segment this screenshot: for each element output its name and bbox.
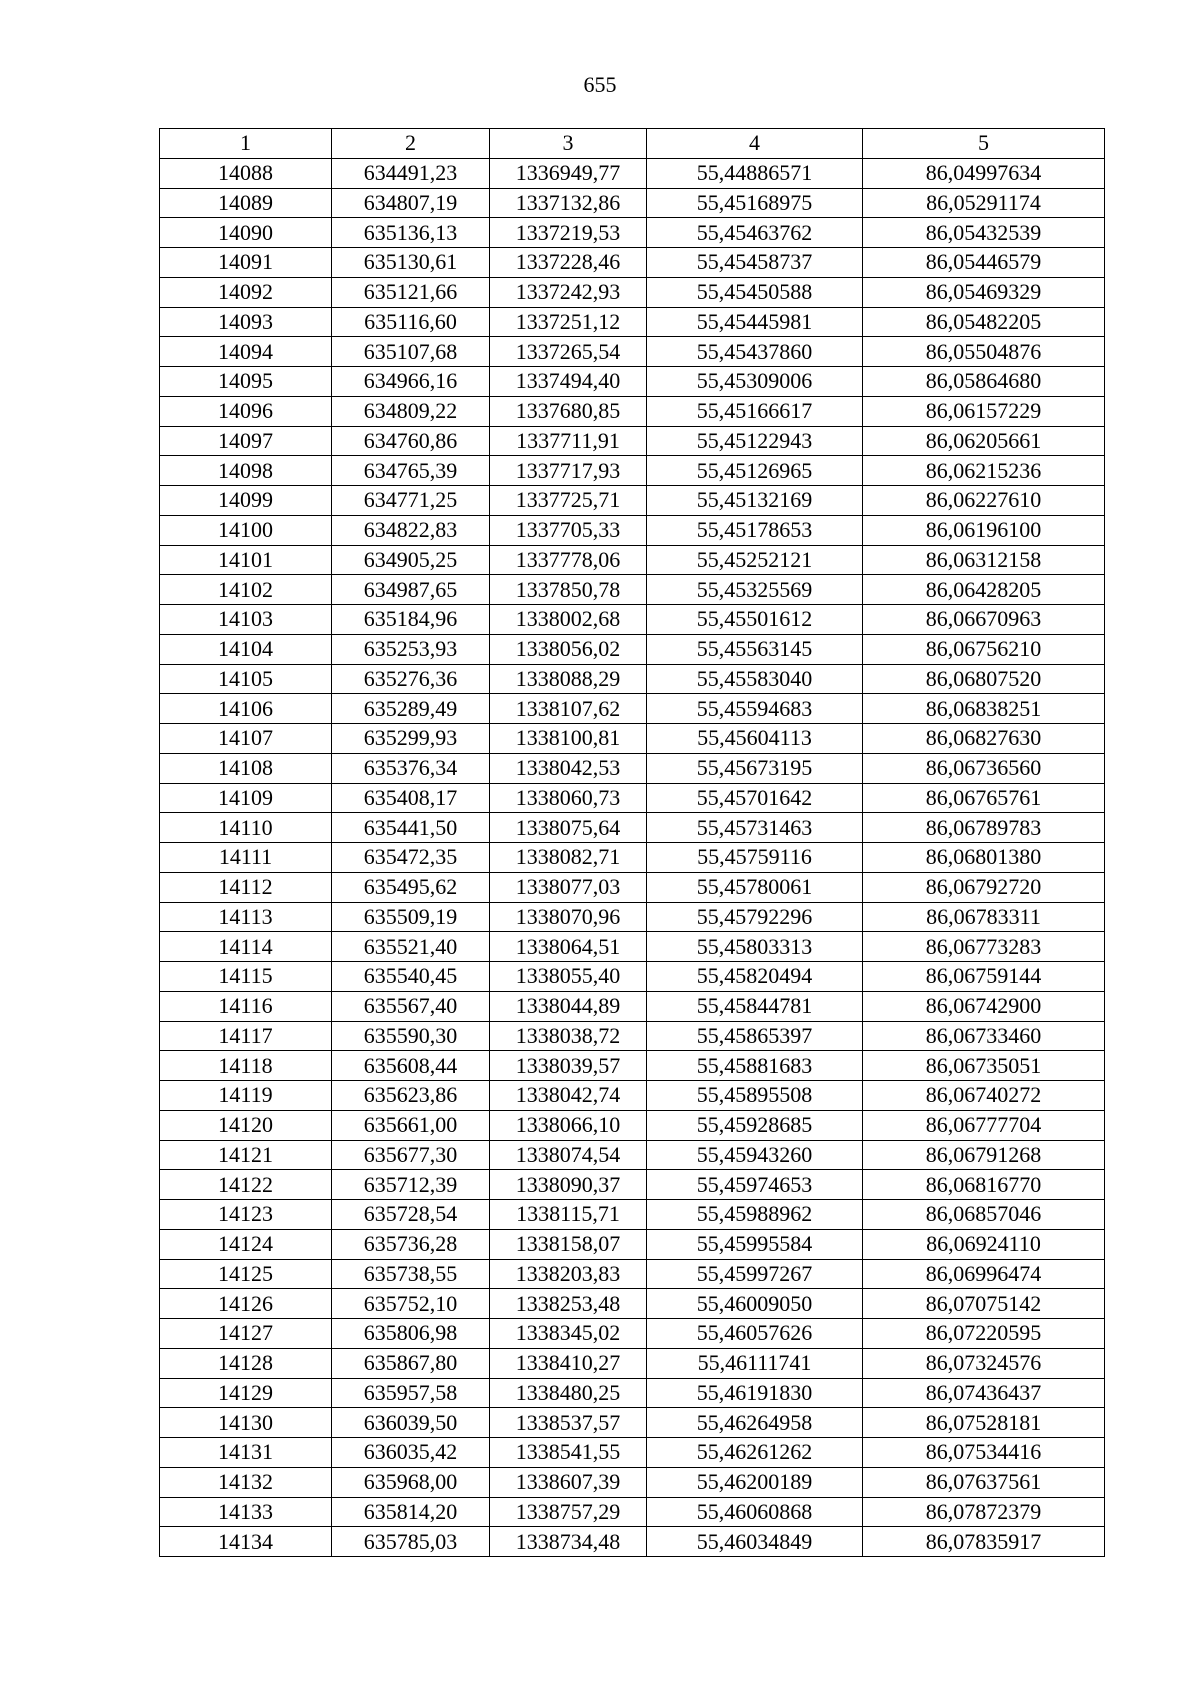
latitude-cell: 55,45437860 [647,337,863,367]
latitude-cell: 55,45792296 [647,902,863,932]
x-coordinate-cell: 635521,40 [332,932,490,962]
x-coordinate-cell: 635130,61 [332,248,490,278]
table-body [160,158,1105,1556]
x-coordinate-cell: 635712,39 [332,1170,490,1200]
longitude-cell: 86,06670963 [863,605,1105,635]
latitude-cell: 55,45501612 [647,605,863,635]
longitude-cell: 86,07436437 [863,1378,1105,1408]
table-row [160,1200,1105,1230]
longitude-cell: 86,05504876 [863,337,1105,367]
table-row [160,813,1105,843]
longitude-cell: 86,05291174 [863,188,1105,218]
y-coordinate-cell: 1338537,57 [490,1408,647,1438]
point-number-cell: 14128 [160,1348,332,1378]
x-coordinate-cell: 635540,45 [332,962,490,992]
point-number-cell: 14097 [160,426,332,456]
latitude-cell: 55,46191830 [647,1378,863,1408]
y-coordinate-cell: 1337228,46 [490,248,647,278]
latitude-cell: 55,46261262 [647,1438,863,1468]
point-number-cell: 14094 [160,337,332,367]
table-row [160,367,1105,397]
point-number-cell: 14095 [160,367,332,397]
point-number-cell: 14123 [160,1200,332,1230]
longitude-cell: 86,06827630 [863,724,1105,754]
point-number-cell: 14113 [160,902,332,932]
latitude-cell: 55,45325569 [647,575,863,605]
x-coordinate-cell: 635968,00 [332,1467,490,1497]
y-coordinate-cell: 1338066,10 [490,1110,647,1140]
longitude-cell: 86,06157229 [863,396,1105,426]
y-coordinate-cell: 1338056,02 [490,634,647,664]
x-coordinate-cell: 636035,42 [332,1438,490,1468]
latitude-cell: 55,45701642 [647,783,863,813]
longitude-cell: 86,05469329 [863,277,1105,307]
x-coordinate-cell: 634807,19 [332,188,490,218]
point-number-cell: 14090 [160,218,332,248]
x-coordinate-cell: 634765,39 [332,456,490,486]
point-number-cell: 14099 [160,486,332,516]
latitude-cell: 55,45995584 [647,1229,863,1259]
table-row [160,634,1105,664]
latitude-cell: 55,45178653 [647,515,863,545]
longitude-cell: 86,06733460 [863,1021,1105,1051]
latitude-cell: 55,45943260 [647,1140,863,1170]
table-row [160,1170,1105,1200]
y-coordinate-cell: 1337850,78 [490,575,647,605]
latitude-cell: 55,45166617 [647,396,863,426]
x-coordinate-cell: 636039,50 [332,1408,490,1438]
longitude-cell: 86,07075142 [863,1289,1105,1319]
table-row [160,1021,1105,1051]
y-coordinate-cell: 1338757,29 [490,1497,647,1527]
x-coordinate-cell: 635299,93 [332,724,490,754]
table-row [160,605,1105,635]
table-row [160,1527,1105,1557]
point-number-cell: 14104 [160,634,332,664]
table-row [160,545,1105,575]
latitude-cell: 55,46264958 [647,1408,863,1438]
point-number-cell: 14093 [160,307,332,337]
longitude-cell: 86,06996474 [863,1259,1105,1289]
point-number-cell: 14116 [160,991,332,1021]
y-coordinate-cell: 1337725,71 [490,486,647,516]
table-row [160,396,1105,426]
latitude-cell: 55,46060868 [647,1497,863,1527]
y-coordinate-cell: 1337265,54 [490,337,647,367]
y-coordinate-cell: 1337251,12 [490,307,647,337]
point-number-cell: 14130 [160,1408,332,1438]
x-coordinate-cell: 635814,20 [332,1497,490,1527]
table-row [160,158,1105,188]
table-row [160,694,1105,724]
point-number-cell: 14124 [160,1229,332,1259]
point-number-cell: 14118 [160,1051,332,1081]
longitude-cell: 86,06816770 [863,1170,1105,1200]
point-number-cell: 14098 [160,456,332,486]
table-row [160,664,1105,694]
latitude-cell: 55,45309006 [647,367,863,397]
longitude-cell: 86,04997634 [863,158,1105,188]
longitude-cell: 86,06740272 [863,1081,1105,1111]
header-row [160,129,1105,159]
table-row [160,1319,1105,1349]
point-number-cell: 14120 [160,1110,332,1140]
latitude-cell: 55,45780061 [647,872,863,902]
point-number-cell: 14112 [160,872,332,902]
y-coordinate-cell: 1338480,25 [490,1378,647,1408]
x-coordinate-cell: 635276,36 [332,664,490,694]
longitude-cell: 86,05864680 [863,367,1105,397]
table-row [160,1378,1105,1408]
x-coordinate-cell: 635957,58 [332,1378,490,1408]
table-row [160,426,1105,456]
y-coordinate-cell: 1337705,33 [490,515,647,545]
table-row [160,1408,1105,1438]
y-coordinate-cell: 1338203,83 [490,1259,647,1289]
table-row [160,575,1105,605]
table-row [160,515,1105,545]
latitude-cell: 55,45865397 [647,1021,863,1051]
y-coordinate-cell: 1337242,93 [490,277,647,307]
table-row [160,1348,1105,1378]
y-coordinate-cell: 1337494,40 [490,367,647,397]
longitude-cell: 86,06838251 [863,694,1105,724]
x-coordinate-cell: 635136,13 [332,218,490,248]
table-row [160,1438,1105,1468]
column-header-3: 3 [490,129,647,159]
x-coordinate-cell: 634905,25 [332,545,490,575]
longitude-cell: 86,06807520 [863,664,1105,694]
latitude-cell: 55,45604113 [647,724,863,754]
longitude-cell: 86,05482205 [863,307,1105,337]
x-coordinate-cell: 634760,86 [332,426,490,456]
y-coordinate-cell: 1338077,03 [490,872,647,902]
point-number-cell: 14109 [160,783,332,813]
y-coordinate-cell: 1338090,37 [490,1170,647,1200]
point-number-cell: 14096 [160,396,332,426]
point-number-cell: 14121 [160,1140,332,1170]
table-header [160,129,1105,159]
longitude-cell: 86,06736560 [863,753,1105,783]
x-coordinate-cell: 635509,19 [332,902,490,932]
latitude-cell: 55,45895508 [647,1081,863,1111]
y-coordinate-cell: 1337219,53 [490,218,647,248]
longitude-cell: 86,06735051 [863,1051,1105,1081]
x-coordinate-cell: 634987,65 [332,575,490,605]
coordinates-table [159,128,1105,1557]
table-row [160,872,1105,902]
y-coordinate-cell: 1336949,77 [490,158,647,188]
latitude-cell: 55,45583040 [647,664,863,694]
latitude-cell: 55,45122943 [647,426,863,456]
point-number-cell: 14125 [160,1259,332,1289]
table-row [160,1497,1105,1527]
y-coordinate-cell: 1338075,64 [490,813,647,843]
latitude-cell: 55,45803313 [647,932,863,962]
x-coordinate-cell: 635785,03 [332,1527,490,1557]
y-coordinate-cell: 1338100,81 [490,724,647,754]
y-coordinate-cell: 1338734,48 [490,1527,647,1557]
longitude-cell: 86,07534416 [863,1438,1105,1468]
y-coordinate-cell: 1338064,51 [490,932,647,962]
x-coordinate-cell: 635728,54 [332,1200,490,1230]
y-coordinate-cell: 1338044,89 [490,991,647,1021]
latitude-cell: 55,45126965 [647,456,863,486]
x-coordinate-cell: 635661,00 [332,1110,490,1140]
latitude-cell: 55,46111741 [647,1348,863,1378]
y-coordinate-cell: 1337680,85 [490,396,647,426]
longitude-cell: 86,06783311 [863,902,1105,932]
y-coordinate-cell: 1338541,55 [490,1438,647,1468]
y-coordinate-cell: 1338115,71 [490,1200,647,1230]
table-row [160,248,1105,278]
x-coordinate-cell: 635608,44 [332,1051,490,1081]
y-coordinate-cell: 1337717,93 [490,456,647,486]
longitude-cell: 86,06801380 [863,843,1105,873]
longitude-cell: 86,07220595 [863,1319,1105,1349]
y-coordinate-cell: 1337132,86 [490,188,647,218]
x-coordinate-cell: 634966,16 [332,367,490,397]
longitude-cell: 86,06924110 [863,1229,1105,1259]
x-coordinate-cell: 635567,40 [332,991,490,1021]
table-row [160,753,1105,783]
latitude-cell: 55,45463762 [647,218,863,248]
y-coordinate-cell: 1338039,57 [490,1051,647,1081]
y-coordinate-cell: 1338002,68 [490,605,647,635]
point-number-cell: 14105 [160,664,332,694]
longitude-cell: 86,06196100 [863,515,1105,545]
latitude-cell: 55,45673195 [647,753,863,783]
y-coordinate-cell: 1338410,27 [490,1348,647,1378]
x-coordinate-cell: 635495,62 [332,872,490,902]
latitude-cell: 55,45450588 [647,277,863,307]
x-coordinate-cell: 635376,34 [332,753,490,783]
latitude-cell: 55,45881683 [647,1051,863,1081]
column-header-1: 1 [160,129,332,159]
point-number-cell: 14127 [160,1319,332,1349]
point-number-cell: 14115 [160,962,332,992]
latitude-cell: 55,44886571 [647,158,863,188]
table-row [160,1259,1105,1289]
longitude-cell: 86,07637561 [863,1467,1105,1497]
latitude-cell: 55,45820494 [647,962,863,992]
longitude-cell: 86,06742900 [863,991,1105,1021]
table-row [160,962,1105,992]
y-coordinate-cell: 1338042,74 [490,1081,647,1111]
y-coordinate-cell: 1337711,91 [490,426,647,456]
longitude-cell: 86,06205661 [863,426,1105,456]
y-coordinate-cell: 1338055,40 [490,962,647,992]
longitude-cell: 86,06857046 [863,1200,1105,1230]
y-coordinate-cell: 1338082,71 [490,843,647,873]
latitude-cell: 55,45974653 [647,1170,863,1200]
point-number-cell: 14133 [160,1497,332,1527]
x-coordinate-cell: 634491,23 [332,158,490,188]
x-coordinate-cell: 635107,68 [332,337,490,367]
y-coordinate-cell: 1338107,62 [490,694,647,724]
latitude-cell: 55,45844781 [647,991,863,1021]
point-number-cell: 14088 [160,158,332,188]
x-coordinate-cell: 635752,10 [332,1289,490,1319]
x-coordinate-cell: 635472,35 [332,843,490,873]
table-row [160,277,1105,307]
latitude-cell: 55,46057626 [647,1319,863,1349]
table-row [160,218,1105,248]
table-row [160,1140,1105,1170]
page-number: 655 [583,72,617,97]
longitude-cell: 86,06773283 [863,932,1105,962]
x-coordinate-cell: 635253,93 [332,634,490,664]
table-row [160,724,1105,754]
y-coordinate-cell: 1338345,02 [490,1319,647,1349]
y-coordinate-cell: 1338038,72 [490,1021,647,1051]
latitude-cell: 55,45458737 [647,248,863,278]
longitude-cell: 86,06765761 [863,783,1105,813]
table-row [160,486,1105,516]
column-header-2: 2 [332,129,490,159]
table-row [160,1229,1105,1259]
x-coordinate-cell: 635121,66 [332,277,490,307]
longitude-cell: 86,06428205 [863,575,1105,605]
x-coordinate-cell: 634822,83 [332,515,490,545]
table-row [160,456,1105,486]
point-number-cell: 14101 [160,545,332,575]
longitude-cell: 86,05446579 [863,248,1105,278]
latitude-cell: 55,45132169 [647,486,863,516]
point-number-cell: 14089 [160,188,332,218]
point-number-cell: 14106 [160,694,332,724]
table-row [160,1467,1105,1497]
longitude-cell: 86,07324576 [863,1348,1105,1378]
x-coordinate-cell: 635590,30 [332,1021,490,1051]
latitude-cell: 55,45252121 [647,545,863,575]
table-row [160,307,1105,337]
point-number-cell: 14107 [160,724,332,754]
latitude-cell: 55,45563145 [647,634,863,664]
table-row [160,1051,1105,1081]
latitude-cell: 55,46009050 [647,1289,863,1319]
latitude-cell: 55,45759116 [647,843,863,873]
point-number-cell: 14111 [160,843,332,873]
longitude-cell: 86,07835917 [863,1527,1105,1557]
table-row [160,902,1105,932]
y-coordinate-cell: 1338042,53 [490,753,647,783]
longitude-cell: 86,06777704 [863,1110,1105,1140]
y-coordinate-cell: 1338158,07 [490,1229,647,1259]
latitude-cell: 55,45988962 [647,1200,863,1230]
point-number-cell: 14091 [160,248,332,278]
latitude-cell: 55,45997267 [647,1259,863,1289]
table-row [160,991,1105,1021]
x-coordinate-cell: 635736,28 [332,1229,490,1259]
table-row [160,188,1105,218]
point-number-cell: 14131 [160,1438,332,1468]
table-row [160,1081,1105,1111]
table-row [160,1289,1105,1319]
point-number-cell: 14108 [160,753,332,783]
x-coordinate-cell: 635867,80 [332,1348,490,1378]
y-coordinate-cell: 1338074,54 [490,1140,647,1170]
latitude-cell: 55,45594683 [647,694,863,724]
y-coordinate-cell: 1338060,73 [490,783,647,813]
y-coordinate-cell: 1338607,39 [490,1467,647,1497]
table-row [160,783,1105,813]
x-coordinate-cell: 635441,50 [332,813,490,843]
x-coordinate-cell: 634809,22 [332,396,490,426]
point-number-cell: 14092 [160,277,332,307]
x-coordinate-cell: 635289,49 [332,694,490,724]
longitude-cell: 86,07872379 [863,1497,1105,1527]
y-coordinate-cell: 1338253,48 [490,1289,647,1319]
y-coordinate-cell: 1338088,29 [490,664,647,694]
latitude-cell: 55,45731463 [647,813,863,843]
point-number-cell: 14134 [160,1527,332,1557]
x-coordinate-cell: 635408,17 [332,783,490,813]
point-number-cell: 14132 [160,1467,332,1497]
table-row [160,843,1105,873]
y-coordinate-cell: 1338070,96 [490,902,647,932]
point-number-cell: 14100 [160,515,332,545]
longitude-cell: 86,06759144 [863,962,1105,992]
table-row [160,337,1105,367]
latitude-cell: 55,45445981 [647,307,863,337]
x-coordinate-cell: 635184,96 [332,605,490,635]
latitude-cell: 55,46200189 [647,1467,863,1497]
latitude-cell: 55,45168975 [647,188,863,218]
longitude-cell: 86,06791268 [863,1140,1105,1170]
y-coordinate-cell: 1337778,06 [490,545,647,575]
point-number-cell: 14102 [160,575,332,605]
longitude-cell: 86,06227610 [863,486,1105,516]
column-header-5: 5 [863,129,1105,159]
longitude-cell: 86,06215236 [863,456,1105,486]
point-number-cell: 14103 [160,605,332,635]
x-coordinate-cell: 634771,25 [332,486,490,516]
x-coordinate-cell: 635116,60 [332,307,490,337]
point-number-cell: 14114 [160,932,332,962]
x-coordinate-cell: 635623,86 [332,1081,490,1111]
table-row [160,932,1105,962]
latitude-cell: 55,45928685 [647,1110,863,1140]
table-row [160,1110,1105,1140]
point-number-cell: 14117 [160,1021,332,1051]
longitude-cell: 86,06756210 [863,634,1105,664]
latitude-cell: 55,46034849 [647,1527,863,1557]
point-number-cell: 14126 [160,1289,332,1319]
x-coordinate-cell: 635677,30 [332,1140,490,1170]
point-number-cell: 14119 [160,1081,332,1111]
longitude-cell: 86,06789783 [863,813,1105,843]
x-coordinate-cell: 635738,55 [332,1259,490,1289]
longitude-cell: 86,07528181 [863,1408,1105,1438]
longitude-cell: 86,06312158 [863,545,1105,575]
point-number-cell: 14122 [160,1170,332,1200]
longitude-cell: 86,06792720 [863,872,1105,902]
x-coordinate-cell: 635806,98 [332,1319,490,1349]
point-number-cell: 14110 [160,813,332,843]
longitude-cell: 86,05432539 [863,218,1105,248]
point-number-cell: 14129 [160,1378,332,1408]
column-header-4: 4 [647,129,863,159]
